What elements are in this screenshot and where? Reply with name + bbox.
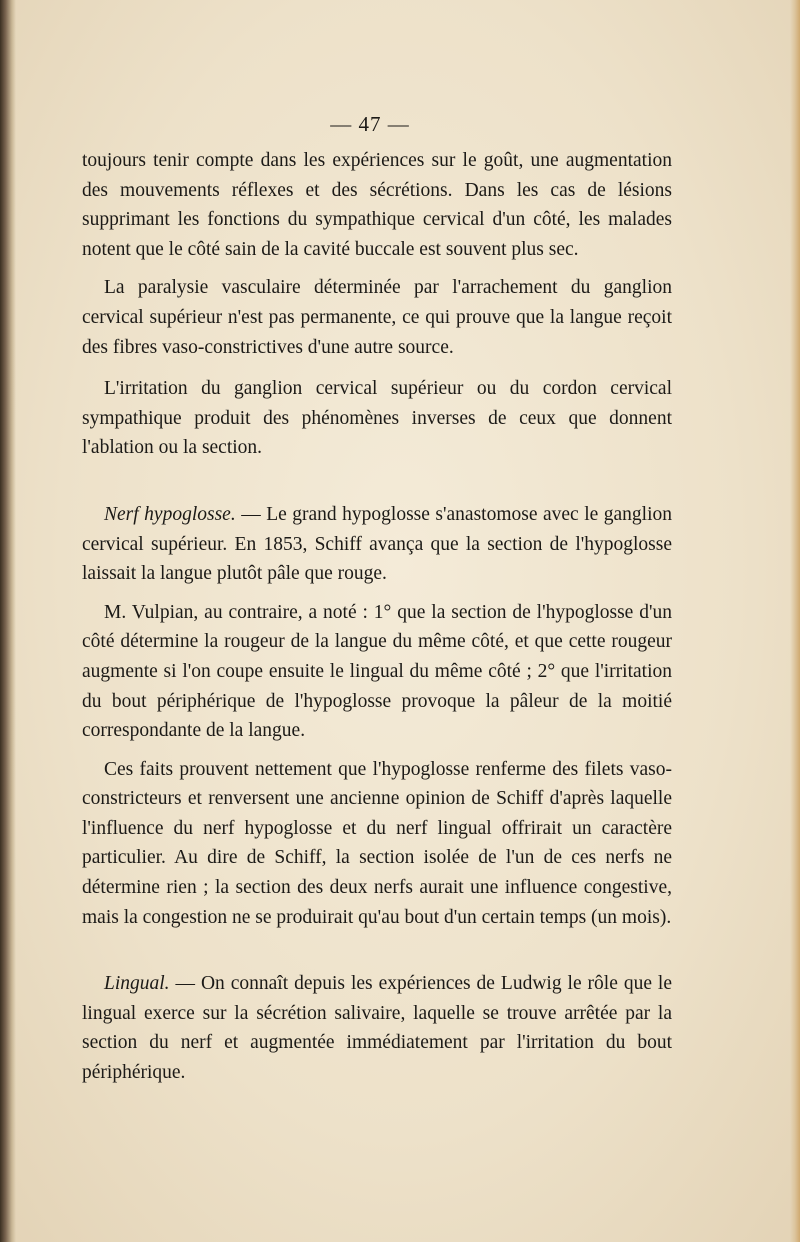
paragraph xyxy=(82,273,672,362)
paragraph-text: L'irritation du ganglion cervical supérieur ou du cordon cervical sympathique produit des phénomènes inverses de ceux que donnent l'ablation ou la section. xyxy=(82,378,672,459)
paragraph xyxy=(82,598,672,746)
section-heading: Nerf hypoglosse. xyxy=(104,503,236,525)
paragraph-text: La paralysie vasculaire déterminée par l'arrachement du ganglion cervical supérieur n'est pas permanente, ce qui prouve que la langue reçoit des fibres vaso-constrictives d'une autre source. xyxy=(82,277,672,358)
section-heading: Lingual. xyxy=(104,973,170,995)
paragraph-text: — On connaît depuis les expériences de Ludwig le rôle que le lingual exerce sur la sécrétion salivaire, laquelle se trouve arrêtée par la section du nerf et augmentée immédiatement par l'irritation du bout périphérique. xyxy=(82,973,672,1084)
paragraph xyxy=(82,374,672,463)
paragraph-text: — Le grand hypoglosse s'anastomose avec le ganglion cervical supérieur. En 1853, Schiff avança que la section de l'hypoglosse laissait la langue plutôt pâle que rouge. xyxy=(82,503,672,585)
section-nerf-hypoglosse xyxy=(82,500,672,589)
body-text xyxy=(82,146,672,1088)
page-edge xyxy=(790,0,800,1242)
binding-shadow xyxy=(0,0,16,1242)
section-lingual xyxy=(82,969,672,1087)
paragraph-text: Ces faits prouvent nettement que l'hypoglosse renferme des filets vaso-constricteurs et renversent une ancienne opinion de Schiff d'après laquelle l'influence du nerf hypoglosse et du nerf lingual offrirait un caractère particulier. Au dire de Schiff, la section isolée de l'un de ces nerfs ne détermine rien ; la section des deux nerfs aurait une influence congestive, mais la congestion ne se produirait qu'au bout d'un certain temps (un mois). xyxy=(82,758,672,928)
paragraph-continuation xyxy=(82,146,672,264)
paragraph-text: toujours tenir compte dans les expériences sur le goût, une augmentation des mouvements réflexes et des sécrétions. Dans les cas de lésions supprimant les fonctions du sympathique cervical d'un côté, les malades notent que le côté sain de la cavité buccale est souvent plus sec. xyxy=(82,150,672,260)
paragraph xyxy=(82,755,672,933)
page-number: — 47 — xyxy=(330,112,410,136)
paragraph-text: M. Vulpian, au contraire, a noté : 1° que la section de l'hypoglosse d'un côté détermine la rougeur de la langue du même côté, et que cette rougeur augmente si l'on coupe ensuite le lingual du même côté ; 2° que l'irritation du bout périphérique de l'hypoglosse provoque la pâleur de la moitié correspondante de la langue. xyxy=(82,601,672,742)
